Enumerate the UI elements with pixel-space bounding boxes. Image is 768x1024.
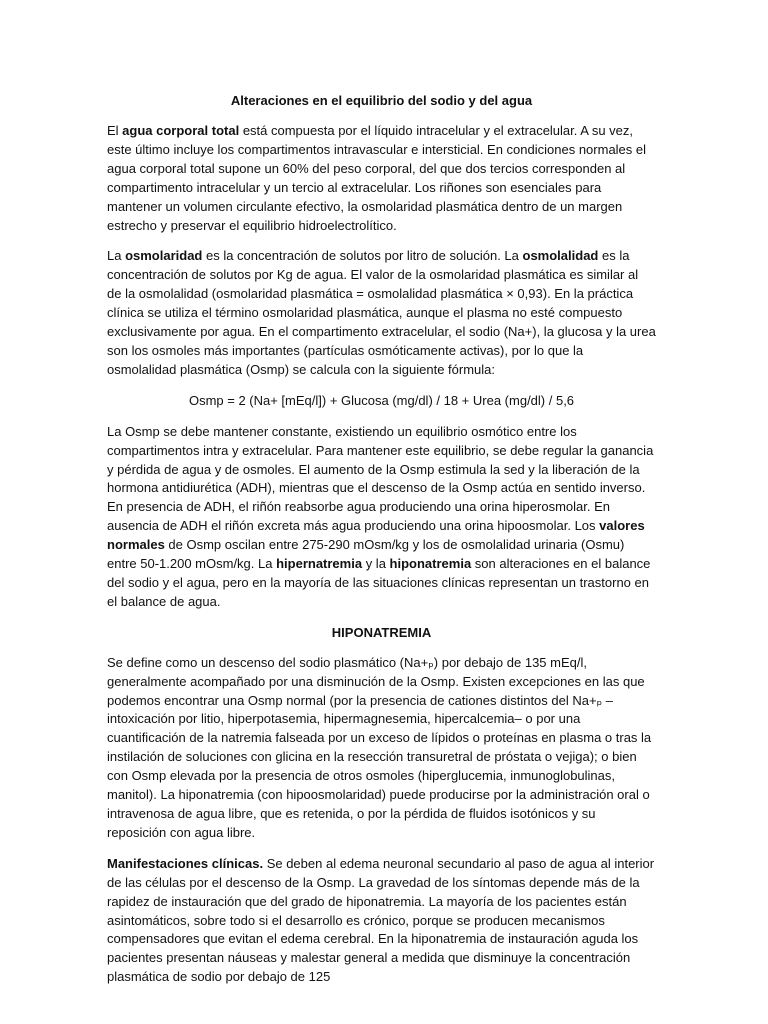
bold-term: osmolaridad bbox=[125, 248, 203, 264]
bold-term: Manifestaciones clínicas. bbox=[107, 855, 264, 871]
text-run: Se deben al edema neuronal secundario al paso de agua al interior de las células por el descenso de la Osmp. La gravedad de los síntomas depende más de la rapidez de instauración que del grado de hiponatremia. La mayoría de los pacientes están asintomáticos, sobre todo si el desarrollo es crónico, porque se producen mecanismos compensadores que evitan el edema cerebral. En la hiponatremia de instauración aguda los pacientes presentan náuseas y malestar general a medida que disminuye la concentración plasmática de sodio por debajo de 125 bbox=[107, 855, 655, 985]
text-run: es la concentración de solutos por Kg de agua. El valor de la osmolaridad plasmática es similar al de la osmolalidad (osmolaridad plasmática = osmolalidad plasmática × 0,93). En la práctica clínica se utiliza el término osmolaridad plasmática, aunque el plasma no esté compuesto exclusivamente por agua. En el compartimento extracelular, el sodio (Na+), la glucosa y la urea son los osmoles más importantes (partículas osmóticamente activas), por lo que la osmolalidad plasmática (Osmp) se calcula con la siguiente fórmula: bbox=[107, 248, 656, 377]
osmp-formula: Osmp = 2 (Na+ [mEq/l]) + Glucosa (mg/dl) / 18 + Urea (mg/dl) / 5,6 bbox=[188, 392, 575, 408]
text-run: está compuesta por el líquido intracelular y el extracelular. A su vez, este último incluye los compartimentos intravascular e intersticial. En condiciones normales el agua corporal total supone un 60% del peso corporal, del que dos tercios corresponden al compartimento intracelular y un tercio al extracelular. Los riñones son esenciales para mantener un volumen circulante efectivo, la osmolaridad plasmática dentro de un margen estrecho y preservar el equilibrio hidroelectrolítico. bbox=[107, 123, 647, 233]
bold-term: agua corporal total bbox=[122, 123, 240, 138]
text-run: es la concentración de solutos por litro de solución. La bbox=[202, 248, 523, 264]
paragraph-osmolaridad bbox=[107, 247, 656, 379]
text-run: El bbox=[107, 123, 123, 138]
paragraph-agua-corporal bbox=[107, 122, 656, 235]
document-title: Alteraciones en el equilibrio del sodio y del agua bbox=[230, 93, 533, 108]
bold-term: hiponatremia bbox=[389, 556, 472, 572]
paragraph-hiponatremia-definicion bbox=[107, 654, 656, 843]
bold-term: valores normales bbox=[107, 518, 645, 553]
section-heading-hiponatremia: HIPONATREMIA bbox=[331, 624, 432, 640]
paragraph-manifestaciones-clinicas bbox=[107, 855, 656, 987]
bold-term: hipernatremia bbox=[276, 556, 363, 572]
text-run: son alteraciones en el balance del sodio y el agua, pero en la mayoría de las situaciones clínicas representan un trastorno en el balance de agua. bbox=[107, 556, 651, 609]
text-run: de Osmp oscilan entre 275-290 mOsm/kg y los de osmolalidad urinaria (Osmu) entre 50-1.200 mOsm/kg. La bbox=[107, 537, 625, 572]
paragraph-osmp-equilibrio bbox=[107, 423, 656, 612]
text-run: La Osmp se debe mantener constante, existiendo un equilibrio osmótico entre los compartimentos intra y extracelular. Para mantener este equilibrio, se debe regular la ganancia y pérdida de agua y de osmoles. El aumento de la Osmp estimula la sed y la liberación de la hormona antidiurética (ADH), mientras que el descenso de la Osmp actúa en sentido inverso. En presencia de ADH, el riñón reabsorbe agua produciendo una orina hiperosmolar. En ausencia de ADH el riñón excreta más agua produciendo una orina hipoosmolar. Los bbox=[107, 423, 654, 534]
bold-term: osmolalidad bbox=[522, 248, 599, 264]
text-run: y la bbox=[362, 556, 390, 572]
text-run: Se define como un descenso del sodio plasmático (Na+ₚ) por debajo de 135 mEq/l, generalmente acompañado por una disminución de la Osmp. Existen excepciones en las que podemos encontrar una Osmp normal (por la presencia de cationes distintos del Na+ₚ –intoxicación por litio, hiperpotasemia, hipermagnesemia, hipercalcemia– o por una cuantificación de la natremia falseada por un exceso de lípidos o proteínas en plasma o tras la instilación de soluciones con glicina en la resección transuretral de próstata o vejiga); o bien con Osmp elevada por la presencia de otros osmoles (hiperglucemia, inmunoglobulinas, manitol). La hiponatremia (con hipoosmolaridad) puede producirse por la administración oral o intravenosa de agua libre, que es retenida, o por la pérdida de fluidos isotónicos y su reposición con agua libre. bbox=[107, 654, 652, 840]
text-run: La bbox=[107, 248, 126, 264]
